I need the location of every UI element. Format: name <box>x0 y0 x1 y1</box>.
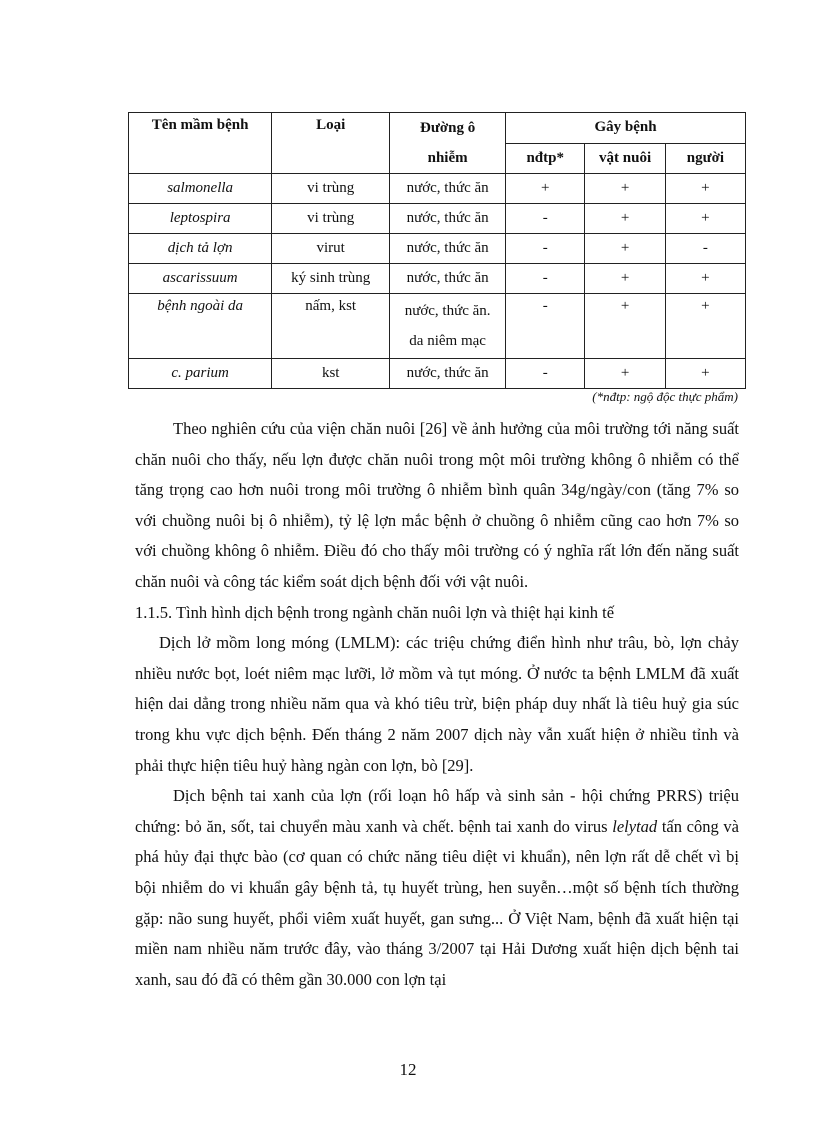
cell-ndtp: - <box>506 359 585 389</box>
cell-human: + <box>665 359 745 389</box>
table-row <box>129 264 746 294</box>
cell-route-line1: nước, thức ăn. <box>404 303 491 319</box>
cell-animal: + <box>585 294 665 359</box>
cell-human: + <box>665 294 745 359</box>
virus-name: lelytad <box>612 816 658 836</box>
table-header-row <box>129 113 746 144</box>
cell-animal: + <box>585 174 665 204</box>
header-route-line2: nhiễm <box>427 150 468 166</box>
cell-human: - <box>665 234 745 264</box>
header-type: Loại <box>272 113 390 174</box>
header-ndtp: nđtp* <box>506 143 585 174</box>
prrs-text-a: Dịch bệnh tai xanh của lợn (rối loạn hô hấp và sinh sản - hội chứng PRRS) triệu chứng: bỏ ăn, sốt, tai chuyển màu xanh và chết. bệnh tai xanh do virus <box>135 786 739 836</box>
pathogen-table <box>128 112 746 389</box>
cell-name: leptospira <box>129 204 272 234</box>
cell-ndtp: - <box>506 234 585 264</box>
page-number: 12 <box>399 1060 417 1079</box>
cell-animal: + <box>585 234 665 264</box>
cell-ndtp: + <box>506 174 585 204</box>
cell-route <box>390 294 506 359</box>
body-text <box>135 414 739 995</box>
cell-route: nước, thức ăn <box>390 174 506 204</box>
cell-type: nấm, kst <box>272 294 390 359</box>
table-row <box>129 204 746 234</box>
cell-route-line2: da niêm mạc <box>409 333 486 349</box>
paragraph-lmlm: Dịch lở mồm long móng (LMLM): các triệu chứng điển hình như trâu, bò, lợn chảy nhiều nước bọt, loét niêm mạc lưỡi, lở mồm và tụt móng. Ở nước ta bệnh LMLM đã xuất hiện dai dẳng trong nhiều năm qua và khó tiêu trừ, biện pháp duy nhất là tiêu huỷ gia súc trong khu vực dịch bệnh. Đến tháng 2 năm 2007 dịch này vẫn xuất hiện ở nhiều tỉnh và phải thực hiện tiêu huỷ hàng ngàn con lợn, bò [29]. <box>135 633 739 775</box>
paragraph-prrs <box>135 781 739 995</box>
table-row <box>129 234 746 264</box>
cell-human: + <box>665 264 745 294</box>
cell-ndtp: - <box>506 264 585 294</box>
section-heading: 1.1.5. Tình hình dịch bệnh trong ngành chăn nuôi lợn và thiệt hại kinh tế <box>135 602 615 622</box>
table-row <box>129 359 746 389</box>
header-disease: Gây bệnh <box>506 113 746 144</box>
prrs-text-b: tấn công và phá hủy đại thực bào (cơ quan có chức năng tiêu diệt vi khuẩn), nên lợn rất dễ chết vì bị bội nhiễm do vi khuẩn gây bệnh tả, tụ huyết trùng, hen suyễn…một số bệnh tích thường gặp: não sung huyết, phổi viêm xuất huyết, gan sưng... Ở Việt Nam, bệnh đã xuất hiện tại miền nam nhiều năm trước đây, vào tháng 3/2007 tại Hải Dương xuất hiện dịch bệnh tai xanh, sau đó đã có thêm gần 30.000 con lợn tại <box>135 816 739 989</box>
header-route-line1: Đường ô <box>420 120 476 136</box>
header-route <box>390 113 506 174</box>
cell-human: + <box>665 204 745 234</box>
header-human: người <box>665 143 745 174</box>
cell-name: c. parium <box>129 359 272 389</box>
paragraph-environment: Theo nghiên cứu của viện chăn nuôi [26] về ảnh hưởng của môi trường tới năng suất chăn nuôi cho thấy, nếu lợn được chăn nuôi trong một môi trường không ô nhiễm có thể tăng trọng cao hơn nuôi trong môi trường ô nhiễm bình quân 34g/ngày/con (tăng 7% so với chuồng nuôi bị ô nhiễm), tỷ lệ lợn mắc bệnh ở chuồng ô nhiễm cũng cao hơn 7% so với chuồng không ô nhiễm. Điều đó cho thấy môi trường có ý nghĩa rất lớn đến năng suất chăn nuôi và công tác kiểm soát dịch bệnh đối với vật nuôi. <box>135 419 739 591</box>
cell-ndtp: - <box>506 294 585 359</box>
cell-route: nước, thức ăn <box>390 204 506 234</box>
cell-type: kst <box>272 359 390 389</box>
header-animal: vật nuôi <box>585 143 665 174</box>
table-row <box>129 174 746 204</box>
cell-route: nước, thức ăn <box>390 359 506 389</box>
header-name: Tên mầm bệnh <box>129 113 272 174</box>
cell-name: bệnh ngoài da <box>129 294 272 359</box>
cell-route: nước, thức ăn <box>390 234 506 264</box>
cell-name: salmonella <box>129 174 272 204</box>
table-footnote: (*nđtp: ngộ độc thực phẩm) <box>592 389 738 404</box>
table-row <box>129 294 746 359</box>
cell-name: dịch tả lợn <box>129 234 272 264</box>
cell-type: ký sinh trùng <box>272 264 390 294</box>
cell-animal: + <box>585 359 665 389</box>
cell-animal: + <box>585 204 665 234</box>
cell-ndtp: - <box>506 204 585 234</box>
cell-type: virut <box>272 234 390 264</box>
cell-route: nước, thức ăn <box>390 264 506 294</box>
cell-animal: + <box>585 264 665 294</box>
cell-type: vi trùng <box>272 204 390 234</box>
cell-human: + <box>665 174 745 204</box>
cell-name: ascarissuum <box>129 264 272 294</box>
cell-type: vi trùng <box>272 174 390 204</box>
